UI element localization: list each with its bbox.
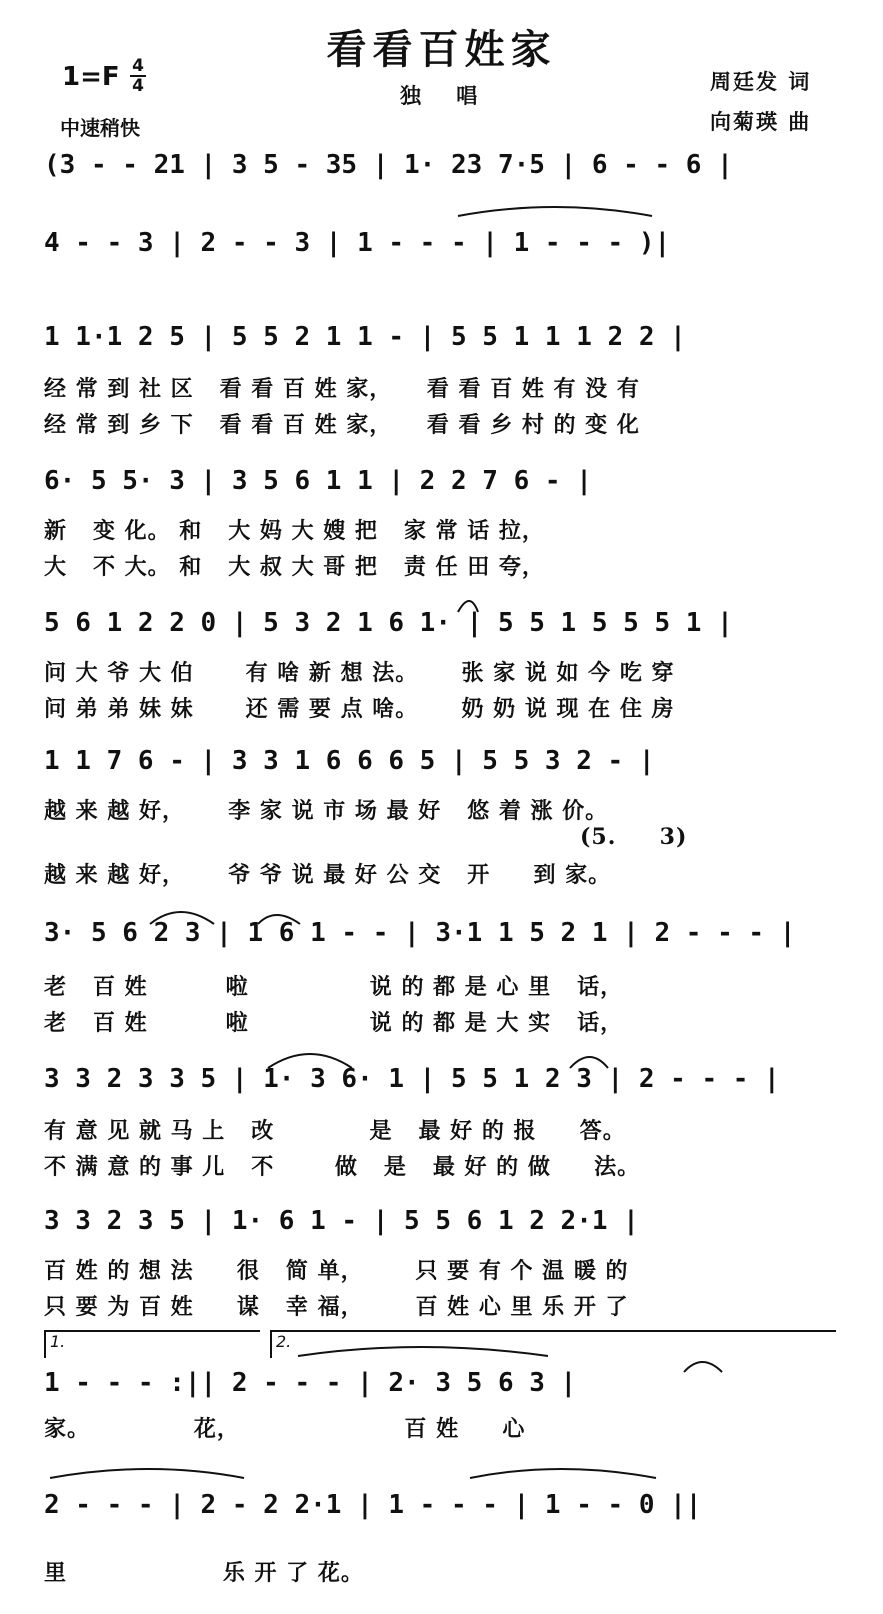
lyrics-verse-1: 新 变 化。 和 大 妈 大 嫂 把 家 常 话 拉， [44, 518, 545, 544]
notation-text: 3· 5 6 2 3 | 1 6 1 - - | 3·1 1 5 2 1 | 2 - - - | [44, 918, 796, 948]
tie-arc [50, 1469, 244, 1478]
tie-arc [458, 207, 652, 216]
slur-arc [570, 1057, 608, 1068]
volta-first-ending: 1. [44, 1330, 260, 1358]
lyrics-verse-1: 越 来 越 好， 李 家 说 市 场 最 好 悠 着 涨 价。 [44, 798, 609, 824]
lyrics-verse-1: 问 大 爷 大 伯 有 啥 新 想 法。 张 家 说 如 今 吃 穿 [44, 660, 675, 686]
meter-bottom: 4 [132, 76, 144, 96]
lyrics-verse-1: 有 意 见 就 马 上 改 是 最 好 的 报 答。 [44, 1118, 626, 1144]
notation-text: 2 - - - | 2 - 2 2·1 | 1 - - - | 1 - - 0 || [44, 1490, 702, 1520]
notation-text: 1 - - - :|| 2 - - - | 2· 3 5 6 3 | [44, 1368, 577, 1398]
volta-second-ending: 2. [270, 1330, 836, 1358]
lyrics-verse-1: 经 常 到 社 区 看 看 百 姓 家， 看 看 百 姓 有 没 有 [44, 376, 640, 402]
lyrics-verse-1: 里 乐 开 了 花。 [44, 1560, 364, 1586]
lyrics-verse-2: 老 百 姓 啦 说 的 都 是 大 实 话， [44, 1010, 624, 1036]
tie-arc [470, 1469, 656, 1478]
slur-arc [258, 915, 300, 924]
performance-note: 独 唱 [400, 84, 492, 108]
lyrics-verse-2: 问 弟 弟 妹 妹 还 需 要 点 啥。 奶 奶 说 现 在 住 房 [44, 696, 675, 722]
notation-text: 3 3 2 3 5 | 1· 6 1 - | 5 5 6 1 2 2·1 | [44, 1206, 639, 1236]
key-signature: 1=F [62, 62, 120, 92]
notation-text: (3 - - 21 | 3 5 - 35 | 1· 23 7·5 | 6 - - 6 | [44, 150, 733, 180]
slur-arc [458, 601, 478, 612]
lyrics-verse-2: 只 要 为 百 姓 谋 幸 福， 百 姓 心 里 乐 开 了 [44, 1294, 629, 1320]
lyrics-verse-2: 不 满 意 的 事 儿 不 做 是 最 好 的 做 法。 [44, 1154, 641, 1180]
song-title: 看看百姓家 [326, 26, 557, 73]
notation-text: 4 - - 3 | 2 - - 3 | 1 - - - | 1 - - - )| [44, 228, 671, 258]
slur-arc [150, 912, 214, 924]
lyrics-verse-2: 越 来 越 好， 爷 爷 说 最 好 公 交 开 到 家。 [44, 862, 612, 888]
lyricist-credit: 周廷发 词 [710, 70, 812, 94]
meter-top: 4 [132, 56, 144, 76]
lyrics-verse-1: 家。 花， 百 姓 心 [44, 1416, 526, 1442]
notation-text: 6· 5 5· 3 | 3 5 6 1 1 | 2 2 7 6 - | [44, 466, 592, 496]
notation-text: 1 1·1 2 5 | 5 5 2 1 1 - | 5 5 1 1 1 2 2 | [44, 322, 686, 352]
lyrics-verse-1: 老 百 姓 啦 说 的 都 是 心 里 话， [44, 974, 624, 1000]
alternate-notes: (5. 3) [580, 824, 688, 850]
tie-arc [298, 1347, 548, 1356]
lyrics-verse-1: 百 姓 的 想 法 很 简 单， 只 要 有 个 温 暖 的 [44, 1258, 629, 1284]
notation-text: 3 3 2 3 3 5 | 1· 3 6· 1 | 5 5 1 2 3 | 2 - - - | [44, 1064, 780, 1094]
lyrics-verse-2: 大 不 大。 和 大 叔 大 哥 把 责 任 田 夸， [44, 554, 545, 580]
notation-text: 5 6 1 2 2 0 | 5 3 2 1 6 1· | 5 5 1 5 5 5 1 | [44, 608, 733, 638]
tempo-marking: 中速稍快 [60, 116, 140, 140]
composer-credit: 向菊瑛 曲 [710, 110, 812, 134]
slur-arc [268, 1054, 352, 1068]
notation-text: 1 1 7 6 - | 3 3 1 6 6 6 5 | 5 5 3 2 - | [44, 746, 655, 776]
slur-arc [684, 1362, 722, 1372]
lyrics-verse-2: 经 常 到 乡 下 看 看 百 姓 家， 看 看 乡 村 的 变 化 [44, 412, 640, 438]
